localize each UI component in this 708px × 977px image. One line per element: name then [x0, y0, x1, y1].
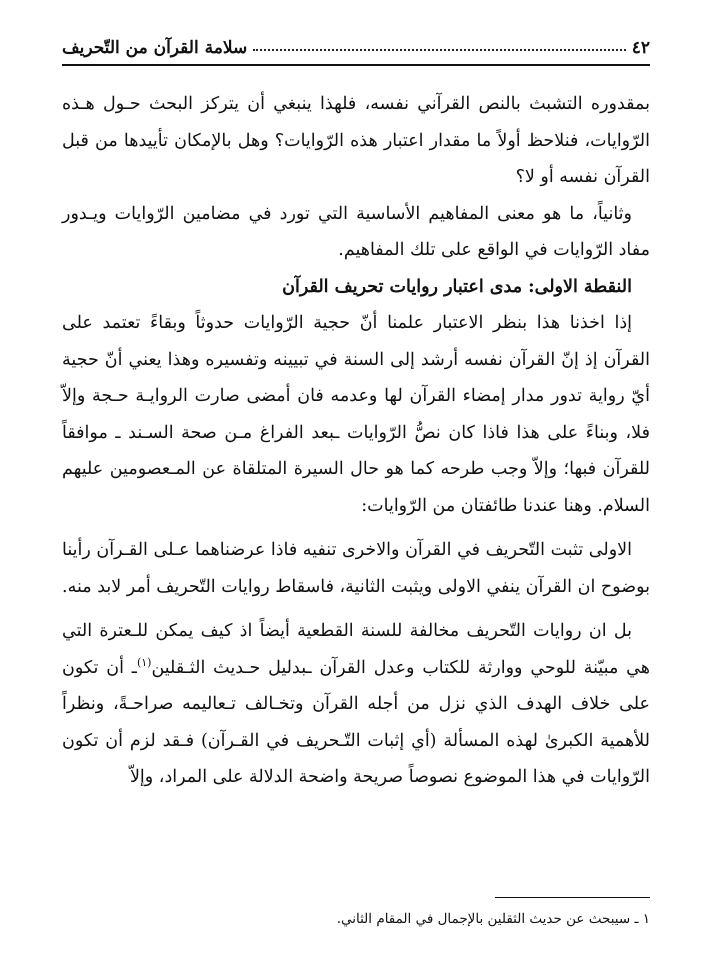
- header-dot-leader: [253, 49, 626, 51]
- footnote: ١ ـ سيبحث عن حديث الثقلين بالإجمال في المقام الثاني.: [336, 911, 650, 927]
- body-text: [62, 86, 650, 796]
- paragraph-5: [62, 613, 650, 796]
- paragraph-2: وثانياً، ما هو معنى المفاهيم الأساسية التي تورد في مضامين الرّوايات ويـدور مفاد الرّوايات في الواقع على تلك المفاهيم.: [62, 203, 650, 260]
- running-header: [62, 28, 650, 58]
- header-rule: [62, 64, 650, 66]
- footnote-reference[interactable]: (١): [136, 655, 152, 669]
- paragraph-1: بمقدوره التشبث بالنص القرآني نفسه، فلهذا ينبغي أن يتركز البحث حـول هـذه الرّوايات، فنلاحظ أولاً ما مقدار اعتبار هذه الرّوايات؟ وهل بالإمكان تأييدها من قبل القرآن نفسه أو لا؟: [62, 94, 650, 187]
- footnote-rule: [495, 897, 650, 898]
- paragraph-5-part-2: ـ أن تكون على خلاف الهدف الذي نزل من أجله القرآن وتخـالف تـعاليمه صراحـةً، ونظراً للأهمية الكبرىٰ لهذه المسألة (أي إثبات التّـحريف في القـرآن) فـقد لزم أن تكون الرّوايات في هذا الموضوع نصوصاً صريحة واضحة الدلالة على المراد، وإلاّ: [62, 657, 650, 787]
- paragraph-3: إذا اخذنا هذا بنظر الاعتبار علمنا أنّ حجية الرّوايات حدوثاً وبقاءً تعتمد على القرآن إذ إنّ القرآن نفسه أرشد إلى السنة في تبيينه وتفسيره وهذا يعني أنّ حجية أيّ رواية تدور مدار إمضاء القرآن لها وعدمه فان أمضى صارت الروايـة حـجة وإلاّ فلا، وبناءً على هذا فاذا كان نصُّ الرّوايات ـبعد الفراغ مـن صحة السـند ـ موافقاً للقرآن فبها؛ وإلاّ وجب طرحه كما هو حال السيرة المتلقاة عن المـعصومين عليهم السلام. وهنا عندنا طائفتان من الرّوايات:: [62, 313, 650, 516]
- section-heading: النقطة الاولى: مدى اعتبار روايات تحريف القرآن: [282, 276, 632, 297]
- paragraph-5-part-1: بل ان روايات التّحريف مخالفة للسنة القطعية أيضاً اذ كيف يمكن للـعترة التي هي مبيّنة للوحي ووارثة للكتاب وعدل القرآن ـبدليل حـديث الثـقلين: [62, 621, 650, 678]
- paragraph-4: الاولى تثبت التّحريف في القرآن والاخرى تنفيه فاذا عرضناهما عـلى القـرآن رأينا بوضوح ان القرآن ينفي الاولى ويثبت الثانية، فاسقاط روايات التّحريف أمر لابد منه.: [62, 540, 650, 597]
- page-number: ٤٢: [631, 38, 650, 58]
- running-title: سلامة القرآن من التّحريف: [62, 38, 248, 58]
